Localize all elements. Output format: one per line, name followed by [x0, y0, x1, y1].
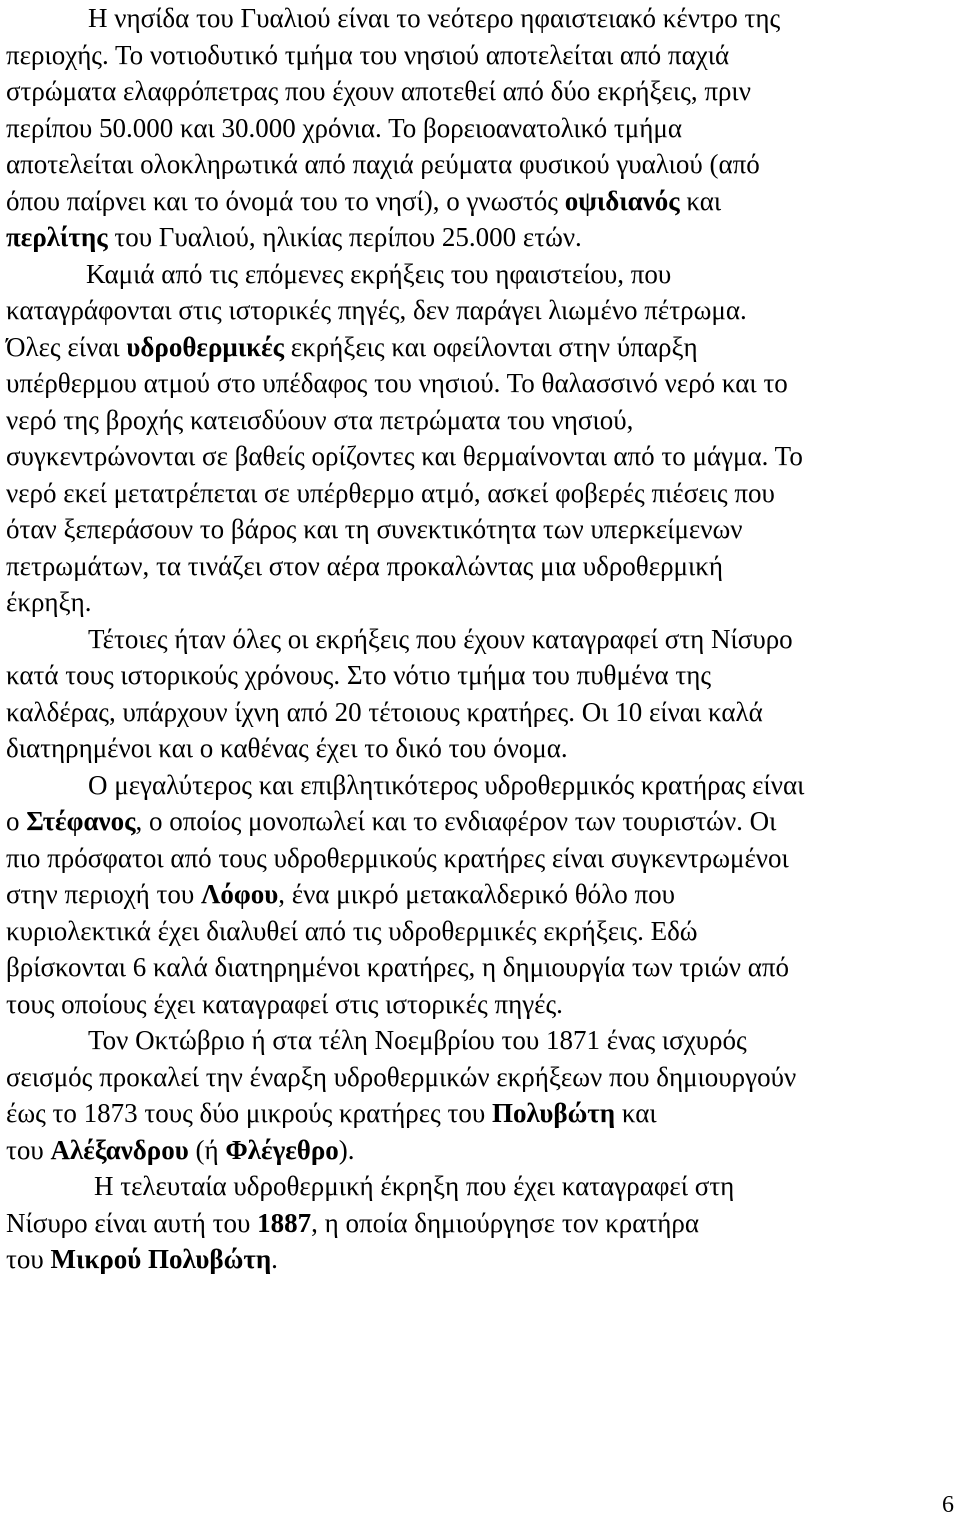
text-line: έκρηξη. — [6, 587, 92, 617]
text-line: καταγράφονται στις ιστορικές πηγές, δεν παράγει λιωμένο πέτρωμα. — [6, 295, 747, 325]
text-line: νερό της βροχής κατεισδύουν στα πετρώματα του νησιού, — [6, 404, 634, 435]
bold-term: Στέφανος — [26, 806, 136, 836]
text-line: Η νησίδα του Γυαλιού είναι το νεότερο ηφαιστειακό κέντρο της — [88, 3, 781, 33]
bold-term: 1887 — [257, 1207, 312, 1238]
bold-term: Αλέξανδρου — [50, 1134, 189, 1165]
text-line: Τον Οκτώβριο ή στα τέλη Νοεμβρίου του 1871 ένας ισχυρός — [88, 1025, 747, 1055]
bold-term: Λόφου — [201, 879, 279, 909]
text-line: κυριολεκτικά έχει διαλυθεί από τις υδροθερμικές εκρήξεις. Εδώ — [6, 915, 698, 946]
paragraph-1887 — [6, 1168, 956, 1278]
text-line: βρίσκονται 6 καλά διατηρημένοι κρατήρες, η δημιουργία των τριών από — [6, 952, 789, 982]
text-line: στρώματα ελαφρόπετρας που έχουν αποτεθεί από δύο εκρήξεις, πριν — [6, 76, 751, 106]
paragraph-gyali — [6, 0, 956, 256]
text-line: συγκεντρώνονται σε βαθείς ορίζοντες και θερμαίνονται από το μάγμα. Το — [6, 441, 803, 471]
text-line: περίπου 50.000 και 30.000 χρόνια. Το βορειοανατολικό τμήμα — [6, 112, 682, 143]
text-line: περλίτης του Γυαλιού, ηλικίας περίπου 25.000 ετών. — [6, 222, 582, 252]
text-line: στην περιοχή του Λόφου, ένα μικρό μετακαλδερικό θόλο που — [6, 879, 675, 909]
text-line: καλδέρας, υπάρχουν ίχνη από 20 τέτοιους κρατήρες. Οι 10 είναι καλά — [6, 696, 763, 727]
text-line: Καμιά από τις επόμενες εκρήξεις του ηφαιστείου, που — [86, 258, 672, 289]
text-line: υπέρθερμου ατμού στο υπέδαφος του νησιού. Το θαλασσινό νερό και το — [6, 368, 788, 398]
paragraph-hydrothermal — [6, 256, 956, 621]
bold-term: υδροθερμικές — [126, 331, 284, 362]
bold-term: Μικρού Πολυβώτη — [50, 1244, 272, 1274]
bold-term: Πολυβώτη — [491, 1098, 616, 1128]
text-line: του Αλέξανδρου (ή Φλέγεθρο). — [6, 1134, 355, 1165]
text-line: Ο μεγαλύτερος και επιβλητικότερος υδροθερμικός κρατήρας είναι — [88, 769, 805, 800]
document-page — [6, 0, 956, 1278]
text-line: Τέτοιες ήταν όλες οι εκρήξεις που έχουν καταγραφεί στη Νίσυρο — [88, 623, 793, 654]
text-line: Η τελευταία υδροθερμική έκρηξη που έχει καταγραφεί στη — [94, 1171, 735, 1201]
text-line: Όλες είναι υδροθερμικές εκρήξεις και οφείλονται στην ύπαρξη — [6, 331, 698, 362]
text-line: σεισμός προκαλεί την έναρξη υδροθερμικών εκρήξεων που δημιουργούν — [6, 1061, 797, 1092]
text-line: διατηρημένοι και ο καθένας έχει το δικό του όνομα. — [6, 733, 568, 763]
bold-term: περλίτης — [6, 222, 108, 252]
text-line: Νίσυρο είναι αυτή του 1887, η οποία δημιούργησε τον κρατήρα — [6, 1207, 699, 1238]
paragraph-craters — [6, 621, 956, 767]
text-line: όταν ξεπεράσουν το βάρος και τη συνεκτικότητα των υπερκείμενων — [6, 514, 743, 544]
bold-term: οψιδιανός — [564, 185, 680, 216]
text-line: κατά τους ιστορικούς χρόνους. Στο νότιο τμήμα του πυθμένα της — [6, 660, 712, 690]
paragraph-stefanos — [6, 767, 956, 1023]
text-line: νερό εκεί μετατρέπεται σε υπέρθερμο ατμό, ασκεί φοβερές πιέσεις που — [6, 477, 775, 508]
text-line: πιο πρόσφατοι από τους υδροθερμικούς κρατήρες είναι συγκεντρωμένοι — [6, 842, 789, 873]
text-line: τους οποίους έχει καταγραφεί στις ιστορικές πηγές. — [6, 988, 563, 1019]
text-line: ο Στέφανος, ο οποίος μονοπωλεί και το ενδιαφέρον των τουριστών. Οι — [6, 806, 777, 836]
text-line: του Μικρού Πολυβώτη. — [6, 1244, 278, 1274]
text-line: πετρωμάτων, τα τινάζει στον αέρα προκαλώντας μια υδροθερμική — [6, 550, 724, 581]
text-line: περιοχής. Το νοτιοδυτικό τμήμα του νησιού αποτελείται από παχιά — [6, 39, 730, 70]
text-line: αποτελείται ολοκληρωτικά από παχιά ρεύματα φυσικού γυαλιού (από — [6, 149, 760, 179]
bold-term: Φλέγεθρο — [225, 1134, 339, 1165]
page-number: 6 — [942, 1492, 954, 1518]
text-line: όπου παίρνει και το όνομά του το νησί), ο γνωστός οψιδιανός και — [6, 185, 722, 216]
paragraph-1871 — [6, 1022, 956, 1168]
text-line: έως το 1873 τους δύο μικρούς κρατήρες του Πολυβώτη και — [6, 1098, 657, 1128]
